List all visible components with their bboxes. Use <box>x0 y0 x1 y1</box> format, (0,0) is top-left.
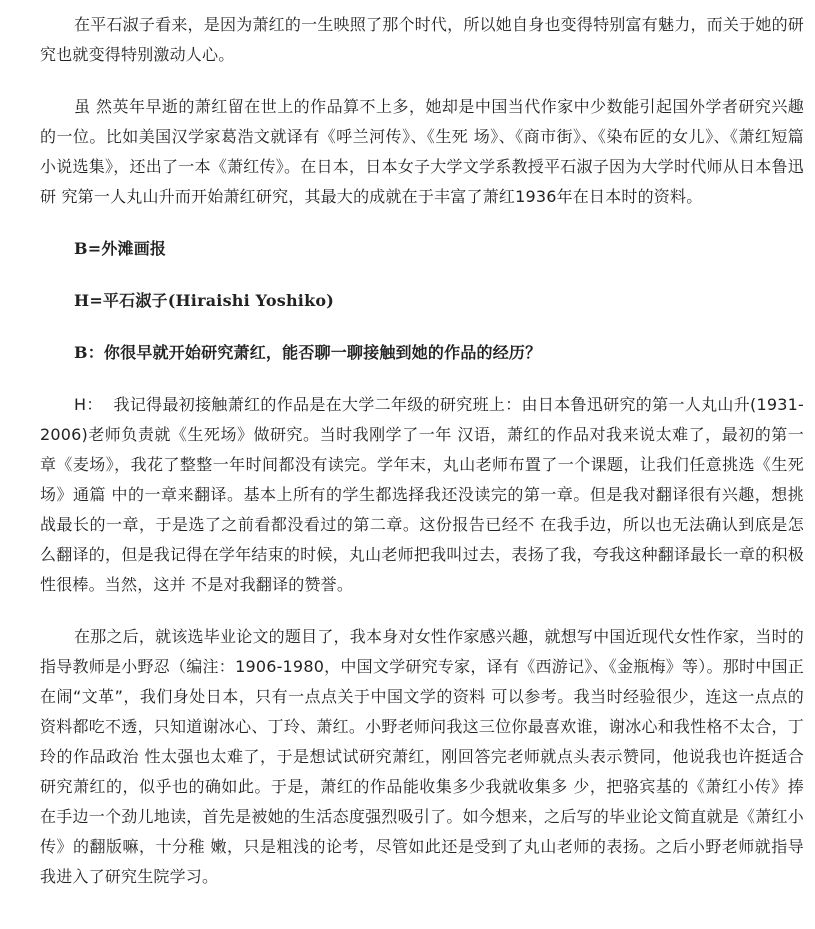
paragraph-background: 虽 然英年早逝的萧红留在世上的作品算不上多，她却是中国当代作家中少数能引起国外学者研究兴趣的一位。比如美国汉学家葛浩文就译有《呼兰河传》、《生死 场》、《商市街》、《染布匠的女儿》、《萧红短篇小说选集》，还出了一本《萧红传》。在日本，日本女子大学文学系教授平石淑子因为大学时代师从日本鲁迅研 究第一人丸山升而开始萧红研究，其最大的成就在于丰富了萧红1936年在日本时的资料。 <box>40 97 804 206</box>
legend-h: H=平石淑子(Hiraishi Yoshiko) <box>74 291 335 310</box>
answer-1-continued: 在那之后，就该选毕业论文的题目了，我本身对女性作家感兴趣，就想写中国近现代女性作家，当时的指导教师是小野忍（编注：1906-1980，中国文学研究专家，译有《西游记》、《金瓶梅》等）。那时中国正在闹“文革”，我们身处日本，只有一点点关于中国文学的资料 可以参考。我当时经验很少，连这一点点的资料都吃不透，只知道谢冰心、丁玲、萧红。小野老师问我这三位你最喜欢谁，谢冰心和我性格不太合，丁玲的作品政治 性太强也太难了，于是想试试研究萧红，刚回答完老师就点头表示赞同，他说我也许挺适合研究萧红的，似乎也的确如此。于是，萧红的作品能收集多少我就收集多 少，把骆宾基的《萧红小传》捧在手边一个劲儿地读，首先是被她的生活态度强烈吸引了。如今想来，之后写的毕业论文简直就是《萧红小传》的翻版嘛，十分稚 嫩，只是粗浅的论考，尽管如此还是受到了丸山老师的表扬。之后小野老师就指导我进入了研究生院学习。 <box>40 627 804 886</box>
question-1: B：你很早就开始研究萧红，能否聊一聊接触到她的作品的经历？ <box>74 343 542 362</box>
article-body <box>40 10 804 914</box>
legend-b: B=外滩画报 <box>74 239 167 258</box>
answer-1: H： 我记得最初接触萧红的作品是在大学二年级的研究班上：由日本鲁迅研究的第一人丸山升(1931-2006)老师负责就《生死场》做研究。当时我刚学了一年 汉语，萧红的作品对我来说太难了，最初的第一章《麦场》，我花了整整一年时间都没有读完。学年末，丸山老师布置了一个课题，让我们任意挑选《生死场》通篇 中的一章来翻译。基本上所有的学生都选择我还没读完的第一章。但是我对翻译很有兴趣，想挑战最长的一章，于是选了之前看都没看过的第二章。这份报告已经不 在我手边，所以也无法确认到底是怎么翻译的，但是我记得在学年结束的时候，丸山老师把我叫过去，表扬了我，夸我这种翻译最长一章的积极性很棒。当然，这并 不是对我翻译的赞誉。 <box>40 395 804 594</box>
paragraph-intro: 在平石淑子看来，是因为萧红的一生映照了那个时代，所以她自身也变得特别富有魅力，而关于她的研究也就变得特别激动人心。 <box>40 15 804 64</box>
